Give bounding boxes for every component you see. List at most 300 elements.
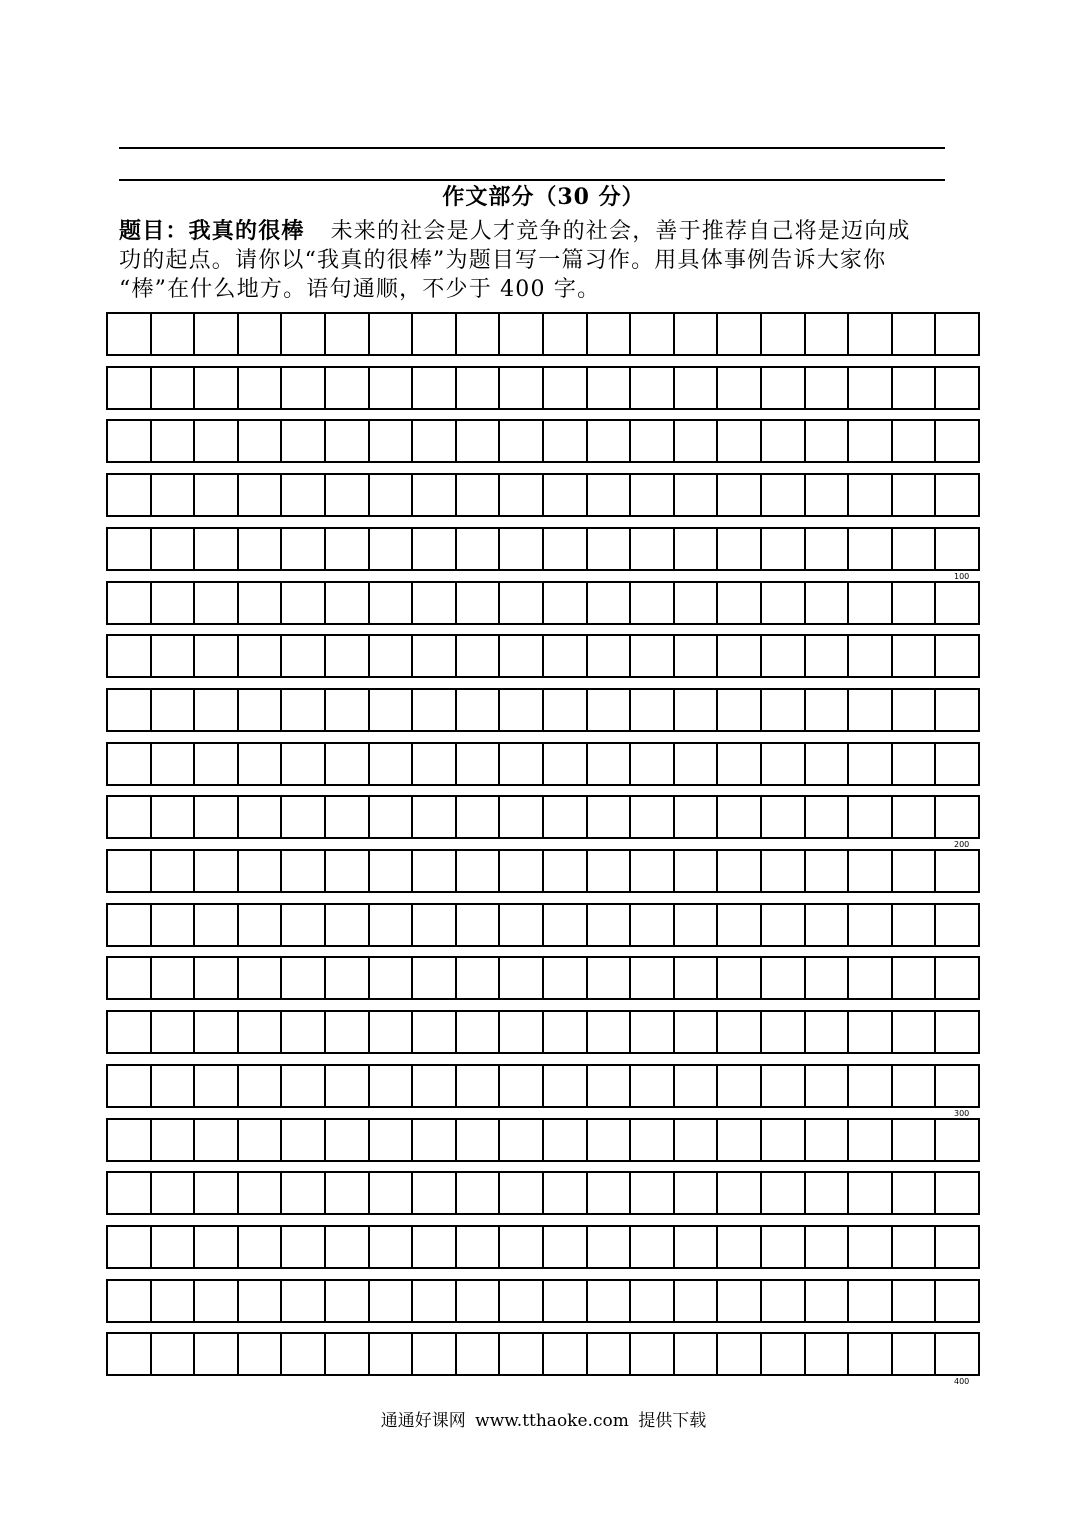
grid-cell[interactable] — [631, 1227, 675, 1267]
grid-cell[interactable] — [762, 636, 806, 676]
grid-cell[interactable] — [806, 797, 850, 837]
grid-cell[interactable] — [762, 905, 806, 945]
grid-cell[interactable] — [588, 314, 632, 354]
grid-cell[interactable] — [326, 636, 370, 676]
grid-cell[interactable] — [588, 690, 632, 730]
grid-cell[interactable] — [457, 1066, 501, 1106]
grid-cell[interactable] — [893, 1334, 937, 1374]
grid-cell[interactable] — [631, 421, 675, 461]
grid-cell[interactable] — [195, 958, 239, 998]
grid-cell[interactable] — [893, 851, 937, 891]
grid-cell[interactable] — [500, 1120, 544, 1160]
grid-cell[interactable] — [195, 690, 239, 730]
grid-cell[interactable] — [370, 368, 414, 408]
grid-cell[interactable] — [239, 851, 283, 891]
grid-cell[interactable] — [544, 958, 588, 998]
grid-cell[interactable] — [718, 797, 762, 837]
grid-cell[interactable] — [544, 1173, 588, 1213]
grid-cell[interactable] — [370, 744, 414, 784]
grid-cell[interactable] — [936, 690, 980, 730]
grid-cell[interactable] — [762, 1334, 806, 1374]
grid-cell[interactable] — [282, 583, 326, 623]
grid-cell[interactable] — [195, 1281, 239, 1321]
grid-cell[interactable] — [893, 636, 937, 676]
grid-cell[interactable] — [282, 529, 326, 569]
grid-cell[interactable] — [849, 368, 893, 408]
grid-cell[interactable] — [326, 1012, 370, 1052]
grid-cell[interactable] — [631, 636, 675, 676]
grid-cell[interactable] — [675, 958, 719, 998]
grid-cell[interactable] — [675, 1120, 719, 1160]
grid-cell[interactable] — [195, 1012, 239, 1052]
grid-cell[interactable] — [370, 958, 414, 998]
grid-cell[interactable] — [370, 636, 414, 676]
grid-cell[interactable] — [370, 475, 414, 515]
grid-cell[interactable] — [631, 1281, 675, 1321]
grid-cell[interactable] — [675, 797, 719, 837]
grid-cell[interactable] — [413, 690, 457, 730]
grid-cell[interactable] — [413, 636, 457, 676]
grid-cell[interactable] — [936, 583, 980, 623]
grid-cell[interactable] — [936, 1281, 980, 1321]
grid-cell[interactable] — [936, 636, 980, 676]
grid-cell[interactable] — [326, 475, 370, 515]
grid-cell[interactable] — [544, 1334, 588, 1374]
grid-cell[interactable] — [239, 1227, 283, 1267]
grid-cell[interactable] — [326, 1281, 370, 1321]
grid-cell[interactable] — [675, 905, 719, 945]
grid-cell[interactable] — [152, 744, 196, 784]
grid-cell[interactable] — [893, 314, 937, 354]
grid-cell[interactable] — [936, 421, 980, 461]
grid-cell[interactable] — [718, 1281, 762, 1321]
grid-cell[interactable] — [893, 1120, 937, 1160]
grid-cell[interactable] — [500, 905, 544, 945]
grid-cell[interactable] — [893, 1173, 937, 1213]
grid-cell[interactable] — [675, 1066, 719, 1106]
grid-cell[interactable] — [413, 797, 457, 837]
grid-cell[interactable] — [282, 744, 326, 784]
grid-cell[interactable] — [108, 1120, 152, 1160]
grid-cell[interactable] — [282, 1227, 326, 1267]
grid-cell[interactable] — [195, 1066, 239, 1106]
grid-cell[interactable] — [239, 1281, 283, 1321]
grid-cell[interactable] — [588, 1066, 632, 1106]
grid-cell[interactable] — [588, 1334, 632, 1374]
grid-cell[interactable] — [239, 421, 283, 461]
grid-cell[interactable] — [195, 797, 239, 837]
grid-cell[interactable] — [806, 368, 850, 408]
grid-cell[interactable] — [195, 1173, 239, 1213]
grid-cell[interactable] — [326, 1066, 370, 1106]
grid-cell[interactable] — [282, 1012, 326, 1052]
grid-cell[interactable] — [239, 475, 283, 515]
grid-cell[interactable] — [282, 690, 326, 730]
grid-cell[interactable] — [282, 1281, 326, 1321]
grid-cell[interactable] — [370, 314, 414, 354]
grid-cell[interactable] — [675, 1173, 719, 1213]
grid-cell[interactable] — [936, 958, 980, 998]
grid-cell[interactable] — [936, 529, 980, 569]
grid-cell[interactable] — [675, 690, 719, 730]
grid-cell[interactable] — [195, 1120, 239, 1160]
grid-cell[interactable] — [631, 1066, 675, 1106]
grid-cell[interactable] — [152, 797, 196, 837]
grid-cell[interactable] — [718, 744, 762, 784]
grid-cell[interactable] — [370, 851, 414, 891]
grid-cell[interactable] — [500, 797, 544, 837]
grid-cell[interactable] — [849, 905, 893, 945]
grid-cell[interactable] — [806, 851, 850, 891]
grid-cell[interactable] — [718, 368, 762, 408]
grid-cell[interactable] — [413, 1334, 457, 1374]
grid-cell[interactable] — [849, 797, 893, 837]
grid-cell[interactable] — [326, 851, 370, 891]
grid-cell[interactable] — [370, 1012, 414, 1052]
grid-cell[interactable] — [675, 1227, 719, 1267]
grid-cell[interactable] — [588, 1012, 632, 1052]
grid-cell[interactable] — [849, 529, 893, 569]
grid-cell[interactable] — [631, 1334, 675, 1374]
grid-cell[interactable] — [500, 744, 544, 784]
grid-cell[interactable] — [675, 744, 719, 784]
grid-cell[interactable] — [893, 1281, 937, 1321]
grid-cell[interactable] — [544, 1120, 588, 1160]
grid-cell[interactable] — [370, 1066, 414, 1106]
grid-cell[interactable] — [413, 851, 457, 891]
grid-cell[interactable] — [370, 1120, 414, 1160]
grid-cell[interactable] — [588, 421, 632, 461]
grid-cell[interactable] — [500, 690, 544, 730]
grid-cell[interactable] — [108, 851, 152, 891]
grid-cell[interactable] — [588, 583, 632, 623]
grid-cell[interactable] — [806, 1012, 850, 1052]
grid-cell[interactable] — [370, 583, 414, 623]
grid-cell[interactable] — [413, 314, 457, 354]
grid-cell[interactable] — [282, 797, 326, 837]
grid-cell[interactable] — [849, 690, 893, 730]
grid-cell[interactable] — [282, 958, 326, 998]
grid-cell[interactable] — [762, 368, 806, 408]
grid-cell[interactable] — [500, 958, 544, 998]
grid-cell[interactable] — [762, 690, 806, 730]
grid-cell[interactable] — [457, 636, 501, 676]
grid-cell[interactable] — [544, 1227, 588, 1267]
grid-cell[interactable] — [457, 744, 501, 784]
grid-cell[interactable] — [544, 690, 588, 730]
grid-cell[interactable] — [152, 314, 196, 354]
grid-cell[interactable] — [631, 314, 675, 354]
grid-cell[interactable] — [849, 958, 893, 998]
grid-cell[interactable] — [849, 636, 893, 676]
grid-cell[interactable] — [282, 475, 326, 515]
grid-cell[interactable] — [108, 421, 152, 461]
grid-cell[interactable] — [326, 1120, 370, 1160]
grid-cell[interactable] — [588, 1227, 632, 1267]
grid-cell[interactable] — [849, 583, 893, 623]
grid-cell[interactable] — [588, 797, 632, 837]
grid-cell[interactable] — [326, 690, 370, 730]
grid-cell[interactable] — [849, 1227, 893, 1267]
grid-cell[interactable] — [282, 314, 326, 354]
grid-cell[interactable] — [239, 636, 283, 676]
grid-cell[interactable] — [544, 1012, 588, 1052]
grid-cell[interactable] — [108, 314, 152, 354]
grid-cell[interactable] — [108, 475, 152, 515]
grid-cell[interactable] — [108, 1012, 152, 1052]
grid-cell[interactable] — [457, 797, 501, 837]
grid-cell[interactable] — [326, 1334, 370, 1374]
grid-cell[interactable] — [152, 368, 196, 408]
grid-cell[interactable] — [239, 1066, 283, 1106]
grid-cell[interactable] — [239, 529, 283, 569]
grid-cell[interactable] — [762, 744, 806, 784]
grid-cell[interactable] — [195, 636, 239, 676]
grid-cell[interactable] — [195, 851, 239, 891]
grid-cell[interactable] — [588, 1120, 632, 1160]
grid-cell[interactable] — [326, 583, 370, 623]
grid-cell[interactable] — [282, 905, 326, 945]
grid-cell[interactable] — [849, 1281, 893, 1321]
grid-cell[interactable] — [806, 421, 850, 461]
grid-cell[interactable] — [457, 368, 501, 408]
grid-cell[interactable] — [195, 1334, 239, 1374]
grid-cell[interactable] — [500, 529, 544, 569]
grid-cell[interactable] — [413, 1281, 457, 1321]
grid-cell[interactable] — [631, 1173, 675, 1213]
grid-cell[interactable] — [936, 1173, 980, 1213]
grid-cell[interactable] — [108, 797, 152, 837]
grid-cell[interactable] — [718, 1066, 762, 1106]
grid-cell[interactable] — [936, 475, 980, 515]
grid-cell[interactable] — [282, 1066, 326, 1106]
grid-cell[interactable] — [152, 958, 196, 998]
grid-cell[interactable] — [849, 1334, 893, 1374]
grid-cell[interactable] — [108, 529, 152, 569]
grid-cell[interactable] — [152, 636, 196, 676]
grid-cell[interactable] — [370, 529, 414, 569]
grid-cell[interactable] — [413, 744, 457, 784]
grid-cell[interactable] — [893, 905, 937, 945]
grid-cell[interactable] — [936, 797, 980, 837]
grid-cell[interactable] — [500, 1173, 544, 1213]
grid-cell[interactable] — [282, 1173, 326, 1213]
grid-cell[interactable] — [718, 421, 762, 461]
grid-cell[interactable] — [936, 851, 980, 891]
grid-cell[interactable] — [108, 583, 152, 623]
grid-cell[interactable] — [675, 368, 719, 408]
grid-cell[interactable] — [326, 797, 370, 837]
grid-cell[interactable] — [762, 1066, 806, 1106]
grid-cell[interactable] — [588, 905, 632, 945]
grid-cell[interactable] — [718, 1120, 762, 1160]
grid-cell[interactable] — [588, 368, 632, 408]
grid-cell[interactable] — [675, 314, 719, 354]
grid-cell[interactable] — [806, 1227, 850, 1267]
grid-cell[interactable] — [500, 1227, 544, 1267]
grid-cell[interactable] — [457, 690, 501, 730]
grid-cell[interactable] — [195, 744, 239, 784]
grid-cell[interactable] — [239, 797, 283, 837]
grid-cell[interactable] — [195, 421, 239, 461]
grid-cell[interactable] — [282, 368, 326, 408]
grid-cell[interactable] — [631, 690, 675, 730]
grid-cell[interactable] — [806, 1334, 850, 1374]
grid-cell[interactable] — [631, 1012, 675, 1052]
grid-cell[interactable] — [893, 744, 937, 784]
grid-cell[interactable] — [849, 1012, 893, 1052]
grid-cell[interactable] — [457, 1334, 501, 1374]
grid-cell[interactable] — [326, 958, 370, 998]
grid-cell[interactable] — [544, 905, 588, 945]
grid-cell[interactable] — [413, 1066, 457, 1106]
grid-cell[interactable] — [718, 314, 762, 354]
grid-cell[interactable] — [544, 529, 588, 569]
grid-cell[interactable] — [544, 1281, 588, 1321]
grid-cell[interactable] — [762, 475, 806, 515]
grid-cell[interactable] — [326, 744, 370, 784]
grid-cell[interactable] — [588, 851, 632, 891]
grid-cell[interactable] — [108, 636, 152, 676]
grid-cell[interactable] — [675, 529, 719, 569]
grid-cell[interactable] — [195, 583, 239, 623]
grid-cell[interactable] — [718, 1227, 762, 1267]
grid-cell[interactable] — [631, 797, 675, 837]
grid-cell[interactable] — [631, 905, 675, 945]
grid-cell[interactable] — [544, 1066, 588, 1106]
grid-cell[interactable] — [282, 1120, 326, 1160]
grid-cell[interactable] — [500, 1012, 544, 1052]
grid-cell[interactable] — [457, 421, 501, 461]
grid-cell[interactable] — [762, 583, 806, 623]
grid-cell[interactable] — [675, 1012, 719, 1052]
grid-cell[interactable] — [806, 314, 850, 354]
grid-cell[interactable] — [718, 958, 762, 998]
grid-cell[interactable] — [675, 583, 719, 623]
grid-cell[interactable] — [108, 690, 152, 730]
grid-cell[interactable] — [544, 636, 588, 676]
grid-cell[interactable] — [806, 690, 850, 730]
grid-cell[interactable] — [457, 1173, 501, 1213]
grid-cell[interactable] — [152, 1173, 196, 1213]
grid-cell[interactable] — [413, 475, 457, 515]
grid-cell[interactable] — [500, 1066, 544, 1106]
grid-cell[interactable] — [762, 797, 806, 837]
grid-cell[interactable] — [675, 421, 719, 461]
grid-cell[interactable] — [631, 368, 675, 408]
grid-cell[interactable] — [152, 583, 196, 623]
grid-cell[interactable] — [849, 1066, 893, 1106]
grid-cell[interactable] — [239, 1120, 283, 1160]
grid-cell[interactable] — [588, 475, 632, 515]
grid-cell[interactable] — [500, 851, 544, 891]
grid-cell[interactable] — [326, 314, 370, 354]
grid-cell[interactable] — [544, 797, 588, 837]
grid-cell[interactable] — [544, 583, 588, 623]
grid-cell[interactable] — [457, 1012, 501, 1052]
grid-cell[interactable] — [806, 583, 850, 623]
grid-cell[interactable] — [195, 905, 239, 945]
grid-cell[interactable] — [500, 636, 544, 676]
grid-cell[interactable] — [718, 529, 762, 569]
grid-cell[interactable] — [457, 475, 501, 515]
grid-cell[interactable] — [370, 905, 414, 945]
grid-cell[interactable] — [762, 1173, 806, 1213]
grid-cell[interactable] — [152, 851, 196, 891]
grid-cell[interactable] — [370, 421, 414, 461]
grid-cell[interactable] — [326, 368, 370, 408]
grid-cell[interactable] — [413, 368, 457, 408]
grid-cell[interactable] — [893, 368, 937, 408]
grid-cell[interactable] — [239, 1173, 283, 1213]
grid-cell[interactable] — [762, 958, 806, 998]
grid-cell[interactable] — [239, 583, 283, 623]
grid-cell[interactable] — [631, 529, 675, 569]
grid-cell[interactable] — [849, 851, 893, 891]
grid-cell[interactable] — [152, 1227, 196, 1267]
grid-cell[interactable] — [893, 1227, 937, 1267]
grid-cell[interactable] — [762, 1281, 806, 1321]
grid-cell[interactable] — [936, 1012, 980, 1052]
grid-cell[interactable] — [500, 583, 544, 623]
grid-cell[interactable] — [936, 744, 980, 784]
grid-cell[interactable] — [762, 314, 806, 354]
grid-cell[interactable] — [806, 958, 850, 998]
grid-cell[interactable] — [588, 529, 632, 569]
grid-cell[interactable] — [500, 1334, 544, 1374]
grid-cell[interactable] — [326, 529, 370, 569]
grid-cell[interactable] — [370, 1281, 414, 1321]
grid-cell[interactable] — [152, 905, 196, 945]
grid-cell[interactable] — [631, 958, 675, 998]
grid-cell[interactable] — [588, 1281, 632, 1321]
grid-cell[interactable] — [413, 421, 457, 461]
grid-cell[interactable] — [849, 314, 893, 354]
grid-cell[interactable] — [326, 1227, 370, 1267]
grid-cell[interactable] — [326, 421, 370, 461]
grid-cell[interactable] — [239, 958, 283, 998]
grid-cell[interactable] — [152, 475, 196, 515]
grid-cell[interactable] — [631, 1120, 675, 1160]
grid-cell[interactable] — [239, 368, 283, 408]
grid-cell[interactable] — [326, 905, 370, 945]
grid-cell[interactable] — [370, 1227, 414, 1267]
grid-cell[interactable] — [239, 744, 283, 784]
grid-cell[interactable] — [893, 583, 937, 623]
grid-cell[interactable] — [413, 905, 457, 945]
grid-cell[interactable] — [936, 1334, 980, 1374]
grid-cell[interactable] — [718, 475, 762, 515]
grid-cell[interactable] — [239, 690, 283, 730]
grid-cell[interactable] — [806, 1281, 850, 1321]
grid-cell[interactable] — [500, 368, 544, 408]
grid-cell[interactable] — [762, 529, 806, 569]
grid-cell[interactable] — [762, 1120, 806, 1160]
grid-cell[interactable] — [370, 797, 414, 837]
grid-cell[interactable] — [239, 1334, 283, 1374]
grid-cell[interactable] — [718, 690, 762, 730]
grid-cell[interactable] — [457, 529, 501, 569]
grid-cell[interactable] — [631, 475, 675, 515]
grid-cell[interactable] — [849, 475, 893, 515]
grid-cell[interactable] — [152, 690, 196, 730]
grid-cell[interactable] — [893, 529, 937, 569]
grid-cell[interactable] — [893, 797, 937, 837]
grid-cell[interactable] — [893, 690, 937, 730]
grid-cell[interactable] — [457, 1120, 501, 1160]
grid-cell[interactable] — [675, 1334, 719, 1374]
grid-cell[interactable] — [893, 475, 937, 515]
